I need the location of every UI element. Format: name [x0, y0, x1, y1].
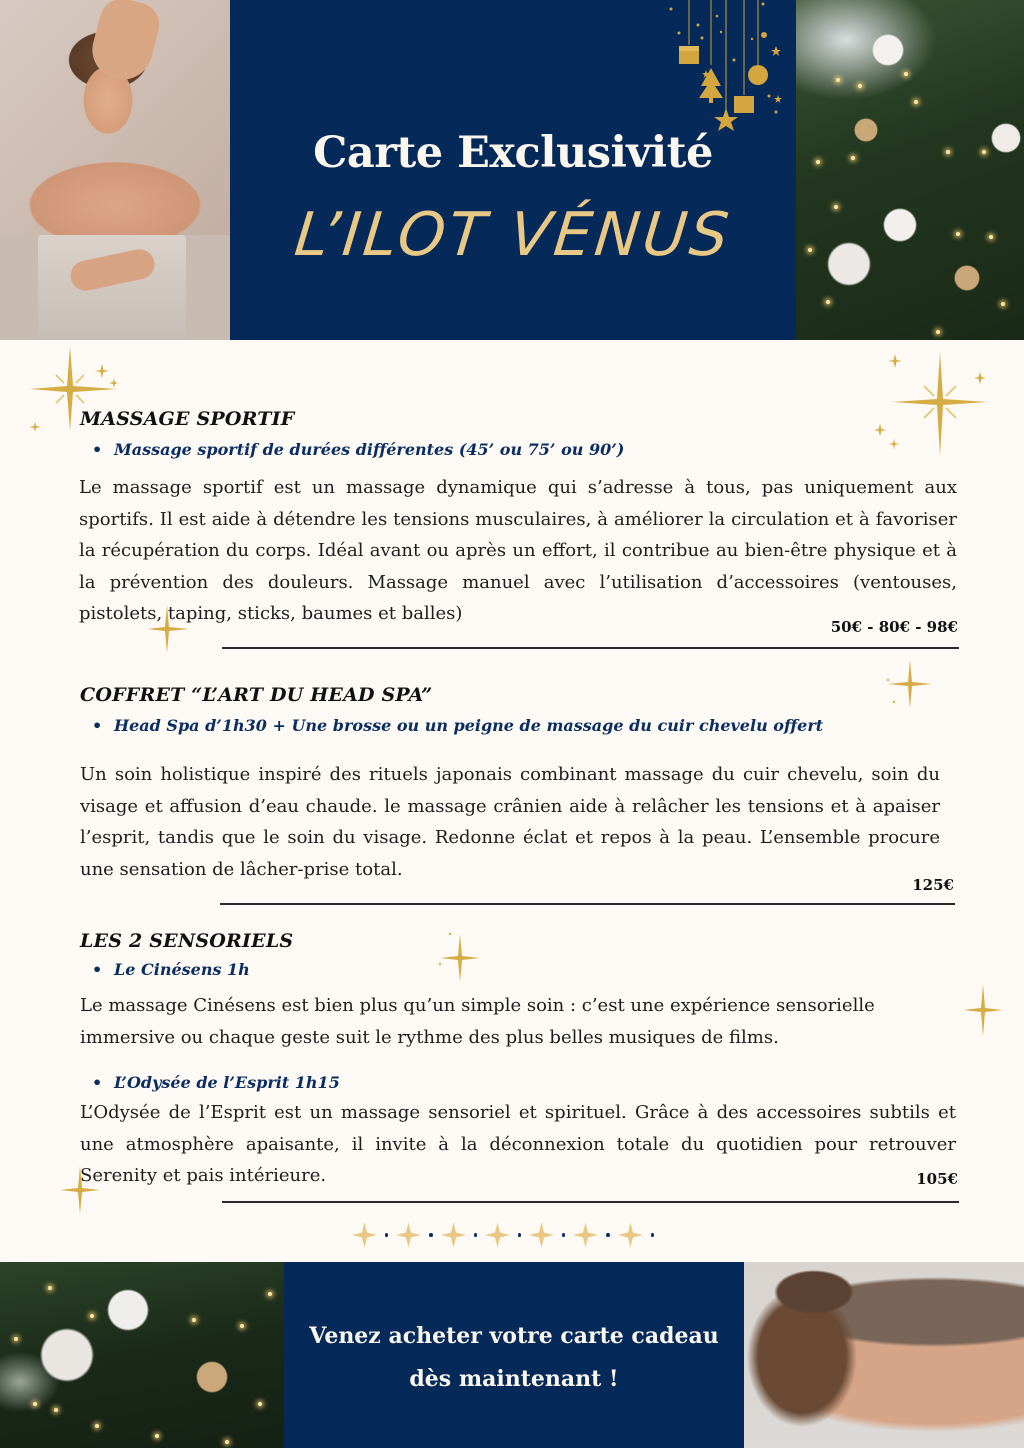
light-dot: [155, 1434, 159, 1438]
light-dot: [982, 150, 986, 154]
service-bullet: • Head Spa d’1h30 + Une brosse ou un peigne de massage du cuir chevelu offert: [92, 716, 823, 735]
section-title-sensoriels: LES 2 SENSORIELS: [80, 930, 294, 952]
sparkle-icon: [882, 660, 932, 710]
light-dot: [808, 248, 812, 252]
star-icon: [573, 1220, 598, 1250]
service-description: L’Odysée de l’Esprit est un massage sensoriel et spirituel. Grâce à des accessoires subtils et une atmosphère apaisante, il invite à la déconnexion totale du quotidien pour retrouver Serenity et pais intérieure.: [80, 1102, 956, 1186]
light-dot: [48, 1286, 52, 1290]
massage-face-photo: [0, 0, 230, 340]
star-icon: [441, 1220, 466, 1250]
light-dot: [834, 205, 838, 209]
light-dot: [956, 232, 960, 236]
light-dot: [268, 1292, 272, 1296]
service-price: 50€ - 80€ - 98€: [830, 618, 958, 636]
service-description: Le massage Cinésens est bien plus qu’un simple soin : c’est une expérience sensorielle immersive ou chaque geste suit le rythme des plus belles musiques de films.: [80, 995, 875, 1048]
christmas-baubles-photo: [0, 1262, 284, 1448]
section-title-massage-sportif: MASSAGE SPORTIF: [80, 408, 295, 430]
cta-line-2: dès maintenant !: [409, 1366, 619, 1392]
light-dot: [90, 1314, 94, 1318]
star-divider: [352, 1220, 662, 1250]
sparkle-icon: [870, 346, 990, 456]
service-bullet: • L’Odysée de l’Esprit 1h15: [92, 1073, 340, 1092]
cta-line-1: Venez acheter votre carte cadeau: [309, 1323, 719, 1349]
dot-icon: [474, 1233, 477, 1237]
light-dot: [946, 150, 950, 154]
light-dot: [989, 235, 993, 239]
light-dot: [904, 72, 908, 76]
light-dot: [914, 100, 918, 104]
dot-icon: [385, 1233, 388, 1237]
light-dot: [258, 1402, 262, 1406]
light-dot: [192, 1318, 196, 1322]
light-dot: [851, 156, 855, 160]
star-icon: [529, 1220, 554, 1250]
header: [0, 0, 1024, 340]
star-icon: [396, 1220, 421, 1250]
light-dot: [826, 300, 830, 304]
dot-icon: [429, 1233, 432, 1237]
section-divider: [220, 903, 955, 905]
light-dot: [858, 84, 862, 88]
star-icon: [485, 1220, 510, 1250]
dot-icon: [518, 1233, 521, 1237]
towel: [38, 235, 186, 340]
light-dot: [225, 1440, 229, 1444]
body-wrap-massage-photo: [744, 1262, 1024, 1448]
service-description: Un soin holistique inspiré des rituels japonais combinant massage du cuir chevelu, soin du visage et affusion d’eau chaude. le massage crânien aide à relâcher les tensions et à apaiser l’esprit, tandis que le soin du visage. Redonne éclat et repos à la peau. L’ensemble procure une sensation de lâcher-prise total.: [80, 764, 940, 880]
light-dot: [816, 160, 820, 164]
service-description: Le massage sportif est un massage dynamique qui s’adresse à tous, pas uniquement aux sportifs. Il est aide à détendre les tensions musculaires, à améliorer la circulation et à favoriser la récupération du corps. Idéal avant ou après un effort, il contribue au bien-être physique et à la prévention des douleurs. Massage manuel avec l’utilisation d’accessoires (ventouses, pistolets, taping, sticks, baumes et balles): [79, 477, 957, 624]
light-dot: [33, 1402, 37, 1406]
light-dot: [936, 330, 940, 334]
dot-icon: [651, 1233, 654, 1237]
service-bullet: • Le Cinésens 1h: [92, 960, 250, 979]
light-dot: [54, 1408, 58, 1412]
light-dot: [1001, 302, 1005, 306]
service-price: 125€: [912, 876, 954, 894]
footer: [0, 1262, 1024, 1448]
section-divider: [222, 1201, 959, 1203]
section-title-head-spa: COFFRET “L’ART DU HEAD SPA”: [80, 684, 433, 706]
light-dot: [95, 1424, 99, 1428]
light-dot: [836, 78, 840, 82]
dot-icon: [562, 1233, 565, 1237]
service-menu: [0, 340, 1024, 1260]
christmas-tree-photo: [796, 0, 1024, 340]
gift-card-cta[interactable]: [284, 1262, 744, 1448]
light-dot: [240, 1324, 244, 1328]
title-block: [230, 0, 796, 340]
hanging-ornaments-icon: [666, 0, 786, 135]
dot-icon: [606, 1233, 609, 1237]
light-dot: [14, 1337, 18, 1341]
service-price: 105€: [916, 1170, 958, 1188]
therapist-hand: [86, 0, 165, 86]
sparkle-icon: [430, 930, 480, 985]
page-title: Carte Exclusivité: [313, 128, 713, 178]
service-bullet: • Massage sportif de durées différentes (45’ ou 75’ ou 90’): [92, 440, 624, 459]
star-icon: [618, 1220, 643, 1250]
brand-name: L’ILOT VÉNUS: [291, 200, 735, 270]
sparkle-icon: [955, 980, 1005, 1040]
star-icon: [352, 1220, 377, 1250]
section-divider: [222, 647, 959, 649]
